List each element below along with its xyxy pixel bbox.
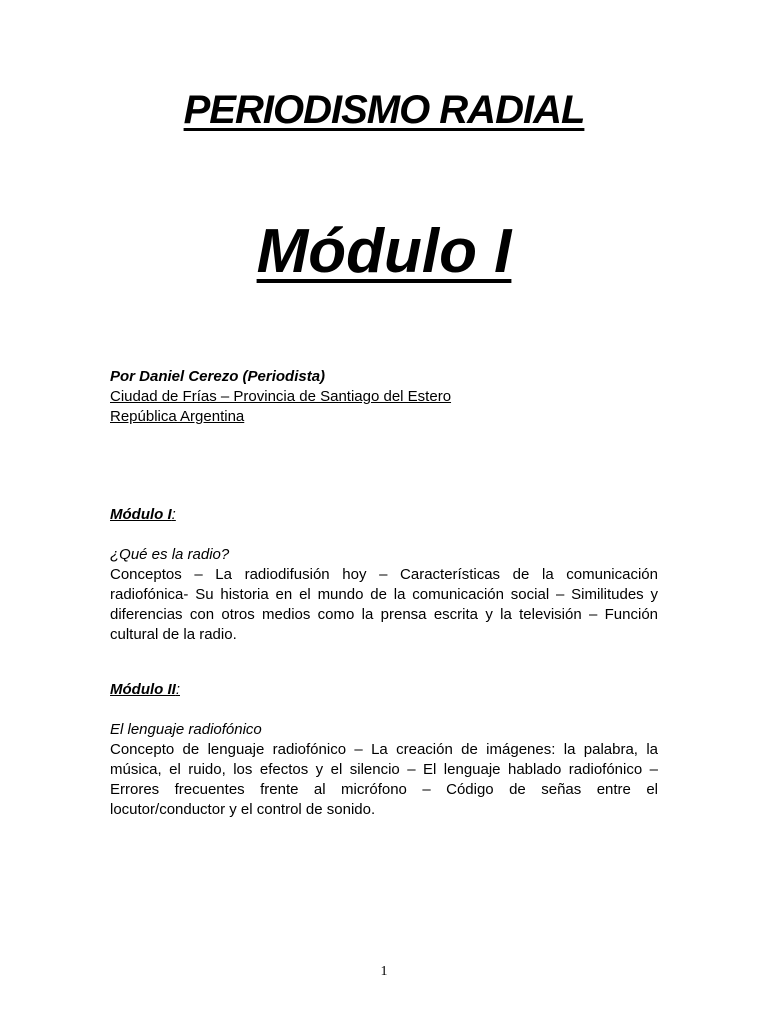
section-title <box>110 680 658 700</box>
author-block <box>110 367 451 427</box>
section-title-colon: : <box>175 681 180 698</box>
section-body: Conceptos – La radiodifusión hoy – Características de la comunicación radiofónica- Su historia en el mundo de la comunicación social – Similitudes y diferencias con otros medios como la prensa escrita y la televisión – Función cultural de la radio. <box>110 566 658 643</box>
page-number: 1 <box>380 964 388 979</box>
author-name: Por Daniel Cerezo (Periodista) <box>110 368 326 385</box>
section-body: Concepto de lenguaje radiofónico – La creación de imágenes: la palabra, la música, el ruido, los efectos y el silencio – El lenguaje hablado radiofónico – Errores frecuentes frente al micrófono – Código de señas entre el locutor/conductor y el control de sonido. <box>110 741 658 818</box>
section-title-text: Módulo I <box>110 506 172 523</box>
section-subtitle: ¿Qué es la radio? <box>110 546 230 563</box>
section-modulo-1 <box>110 505 658 645</box>
document-title: PERIODISMO RADIAL <box>183 88 585 132</box>
author-location-country: República Argentina <box>110 408 245 425</box>
section-modulo-2 <box>110 680 658 820</box>
author-location-city: Ciudad de Frías – Provincia de Santiago del Estero <box>110 388 452 405</box>
section-title-text: Módulo II <box>110 681 176 698</box>
section-subtitle: El lenguaje radiofónico <box>110 721 262 738</box>
module-heading: Módulo I <box>256 217 512 286</box>
section-title-colon: : <box>171 506 176 523</box>
section-title <box>110 505 658 525</box>
